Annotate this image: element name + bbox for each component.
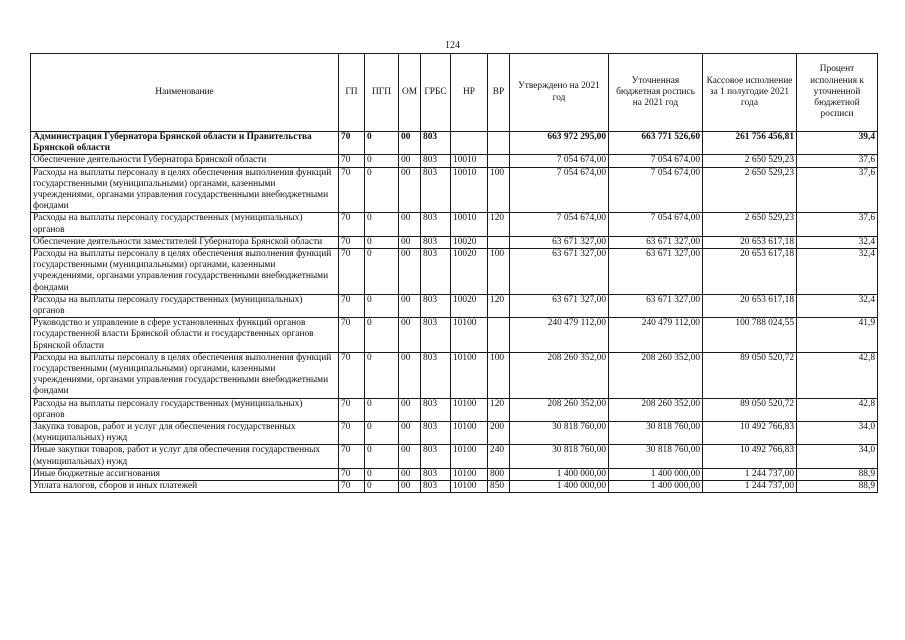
cell-vr: 200 — [488, 422, 510, 445]
cell-om: 00 — [399, 236, 421, 248]
header-om: ОМ — [399, 54, 421, 132]
cell-om: 00 — [399, 468, 421, 480]
cell-gp: 70 — [339, 318, 365, 353]
cell-refined: 663 771 526,60 — [609, 132, 703, 155]
cell-np: 10100 — [451, 468, 488, 480]
cell-grbs: 803 — [421, 249, 451, 295]
cell-name: Расходы на выплаты персоналу в целях обеспечения выполнения функций государственными (муниципальными) органами, казенными учреждениями, органами управления государственными внебюджетными фондами — [31, 167, 339, 213]
cell-name: Иные бюджетные ассигнования — [31, 468, 339, 480]
cell-grbs: 803 — [421, 132, 451, 155]
cell-approved: 63 671 327,00 — [510, 236, 609, 248]
cell-refined: 63 671 327,00 — [609, 249, 703, 295]
table-row — [31, 236, 878, 248]
cell-np: 10020 — [451, 249, 488, 295]
cell-np: 10020 — [451, 236, 488, 248]
header-cash: Кассовое исполнение за 1 полугодие 2021 года — [703, 54, 797, 132]
cell-name: Обеспечение деятельности Губернатора Брянской области — [31, 155, 339, 167]
cell-approved: 1 400 000,00 — [510, 481, 609, 493]
cell-vr: 100 — [488, 167, 510, 213]
cell-name: Расходы на выплаты персоналу государственных (муниципальных) органов — [31, 294, 339, 317]
cell-percent: 34,0 — [797, 445, 878, 468]
cell-gp: 70 — [339, 422, 365, 445]
cell-cash: 261 756 456,81 — [703, 132, 797, 155]
cell-om: 00 — [399, 481, 421, 493]
cell-om: 00 — [399, 249, 421, 295]
cell-vr — [488, 236, 510, 248]
cell-name: Администрация Губернатора Брянской области и Правительства Брянской области — [31, 132, 339, 155]
cell-percent: 88,9 — [797, 468, 878, 480]
cell-cash: 20 653 617,18 — [703, 294, 797, 317]
cell-np: 10100 — [451, 398, 488, 421]
cell-percent: 39,4 — [797, 132, 878, 155]
cell-approved: 7 054 674,00 — [510, 155, 609, 167]
cell-approved: 208 260 352,00 — [510, 398, 609, 421]
cell-pgp: 0 — [365, 155, 399, 167]
cell-om: 00 — [399, 422, 421, 445]
cell-pgp: 0 — [365, 167, 399, 213]
table-body — [31, 132, 878, 493]
cell-np: 10010 — [451, 167, 488, 213]
cell-pgp: 0 — [365, 236, 399, 248]
cell-pgp: 0 — [365, 468, 399, 480]
cell-percent: 34,0 — [797, 422, 878, 445]
cell-approved: 30 818 760,00 — [510, 422, 609, 445]
cell-gp: 70 — [339, 236, 365, 248]
cell-name: Обеспечение деятельности заместителей Губернатора Брянской области — [31, 236, 339, 248]
cell-vr: 120 — [488, 213, 510, 236]
cell-name: Расходы на выплаты персоналу в целях обеспечения выполнения функций государственными (муниципальными) органами, казенными учреждениями, органами управления государственными внебюджетными фондами — [31, 352, 339, 398]
cell-cash: 89 050 520,72 — [703, 398, 797, 421]
table-row — [31, 249, 878, 295]
cell-cash: 100 788 024,55 — [703, 318, 797, 353]
cell-np: 10020 — [451, 294, 488, 317]
cell-approved: 240 479 112,00 — [510, 318, 609, 353]
cell-cash: 1 244 737,00 — [703, 468, 797, 480]
cell-pgp: 0 — [365, 398, 399, 421]
cell-pgp: 0 — [365, 294, 399, 317]
cell-percent: 42,8 — [797, 352, 878, 398]
cell-cash: 10 492 766,83 — [703, 445, 797, 468]
cell-refined: 30 818 760,00 — [609, 422, 703, 445]
cell-om: 00 — [399, 213, 421, 236]
header-gp: ГП — [339, 54, 365, 132]
cell-approved: 1 400 000,00 — [510, 468, 609, 480]
table-row — [31, 398, 878, 421]
cell-om: 00 — [399, 294, 421, 317]
cell-gp: 70 — [339, 481, 365, 493]
cell-approved: 208 260 352,00 — [510, 352, 609, 398]
cell-vr — [488, 318, 510, 353]
cell-percent: 42,8 — [797, 398, 878, 421]
cell-pgp: 0 — [365, 481, 399, 493]
cell-np: 10100 — [451, 422, 488, 445]
table-row — [31, 132, 878, 155]
table-row — [31, 352, 878, 398]
cell-refined: 1 400 000,00 — [609, 481, 703, 493]
cell-cash: 10 492 766,83 — [703, 422, 797, 445]
cell-refined: 208 260 352,00 — [609, 398, 703, 421]
cell-gp: 70 — [339, 167, 365, 213]
cell-grbs: 803 — [421, 236, 451, 248]
cell-name: Уплата налогов, сборов и иных платежей — [31, 481, 339, 493]
table-header-row — [31, 54, 878, 132]
cell-name: Расходы на выплаты персоналу государственных (муниципальных) органов — [31, 213, 339, 236]
cell-pgp: 0 — [365, 318, 399, 353]
cell-grbs: 803 — [421, 318, 451, 353]
cell-vr: 120 — [488, 398, 510, 421]
table-row — [31, 167, 878, 213]
cell-vr: 240 — [488, 445, 510, 468]
cell-pgp: 0 — [365, 352, 399, 398]
table-row — [31, 445, 878, 468]
cell-vr: 100 — [488, 352, 510, 398]
cell-vr: 120 — [488, 294, 510, 317]
cell-np: 10100 — [451, 318, 488, 353]
header-pgp: ПГП — [365, 54, 399, 132]
header-grbs: ГРБС — [421, 54, 451, 132]
table-row — [31, 155, 878, 167]
cell-np: 10100 — [451, 481, 488, 493]
cell-percent: 37,6 — [797, 213, 878, 236]
cell-np: 10100 — [451, 352, 488, 398]
header-refined: Уточненная бюджетная роспись на 2021 год — [609, 54, 703, 132]
cell-grbs: 803 — [421, 445, 451, 468]
cell-pgp: 0 — [365, 249, 399, 295]
cell-refined: 30 818 760,00 — [609, 445, 703, 468]
cell-pgp: 0 — [365, 213, 399, 236]
cell-refined: 7 054 674,00 — [609, 213, 703, 236]
cell-om: 00 — [399, 318, 421, 353]
cell-vr — [488, 155, 510, 167]
cell-percent: 37,6 — [797, 155, 878, 167]
cell-grbs: 803 — [421, 468, 451, 480]
cell-percent: 37,6 — [797, 167, 878, 213]
cell-refined: 208 260 352,00 — [609, 352, 703, 398]
cell-om: 00 — [399, 132, 421, 155]
header-approved: Утверждено на 2021 год — [510, 54, 609, 132]
cell-grbs: 803 — [421, 167, 451, 213]
table-row — [31, 422, 878, 445]
cell-cash: 89 050 520,72 — [703, 352, 797, 398]
cell-gp: 70 — [339, 132, 365, 155]
cell-vr: 100 — [488, 249, 510, 295]
cell-refined: 1 400 000,00 — [609, 468, 703, 480]
cell-gp: 70 — [339, 398, 365, 421]
table-row — [31, 213, 878, 236]
header-name: Наименование — [31, 54, 339, 132]
cell-approved: 7 054 674,00 — [510, 213, 609, 236]
cell-gp: 70 — [339, 249, 365, 295]
cell-np: 10100 — [451, 445, 488, 468]
cell-om: 00 — [399, 445, 421, 468]
cell-grbs: 803 — [421, 294, 451, 317]
cell-cash: 1 244 737,00 — [703, 481, 797, 493]
cell-approved: 663 972 295,00 — [510, 132, 609, 155]
cell-gp: 70 — [339, 445, 365, 468]
cell-cash: 2 650 529,23 — [703, 155, 797, 167]
cell-cash: 2 650 529,23 — [703, 167, 797, 213]
cell-approved: 63 671 327,00 — [510, 249, 609, 295]
cell-cash: 20 653 617,18 — [703, 249, 797, 295]
cell-grbs: 803 — [421, 155, 451, 167]
cell-percent: 41,9 — [797, 318, 878, 353]
cell-approved: 7 054 674,00 — [510, 167, 609, 213]
cell-vr — [488, 132, 510, 155]
budget-execution-table — [30, 53, 878, 493]
cell-np — [451, 132, 488, 155]
cell-np: 10010 — [451, 155, 488, 167]
header-np: НР — [451, 54, 488, 132]
table-row — [31, 294, 878, 317]
cell-refined: 240 479 112,00 — [609, 318, 703, 353]
cell-grbs: 803 — [421, 213, 451, 236]
cell-percent: 32,4 — [797, 249, 878, 295]
cell-pgp: 0 — [365, 445, 399, 468]
cell-grbs: 803 — [421, 398, 451, 421]
cell-name: Расходы на выплаты персоналу в целях обеспечения выполнения функций государственными (муниципальными) органами, казенными учреждениями, органами управления государственными внебюджетными фондами — [31, 249, 339, 295]
cell-om: 00 — [399, 155, 421, 167]
cell-name: Руководство и управление в сфере установленных функций органов государственной власти Брянской области и государственных органов Брянской области — [31, 318, 339, 353]
cell-gp: 70 — [339, 468, 365, 480]
cell-name: Закупка товаров, работ и услуг для обеспечения государственных (муниципальных) нужд — [31, 422, 339, 445]
table-row — [31, 481, 878, 493]
cell-grbs: 803 — [421, 352, 451, 398]
cell-gp: 70 — [339, 213, 365, 236]
cell-vr: 850 — [488, 481, 510, 493]
cell-percent: 32,4 — [797, 236, 878, 248]
cell-vr: 800 — [488, 468, 510, 480]
cell-pgp: 0 — [365, 422, 399, 445]
cell-gp: 70 — [339, 294, 365, 317]
cell-cash: 2 650 529,23 — [703, 213, 797, 236]
cell-name: Иные закупки товаров, работ и услуг для обеспечения государственных (муниципальных) нужд — [31, 445, 339, 468]
cell-approved: 63 671 327,00 — [510, 294, 609, 317]
header-vr: ВР — [488, 54, 510, 132]
cell-gp: 70 — [339, 352, 365, 398]
cell-percent: 88,9 — [797, 481, 878, 493]
cell-np: 10010 — [451, 213, 488, 236]
cell-cash: 20 653 617,18 — [703, 236, 797, 248]
table-row — [31, 318, 878, 353]
cell-om: 00 — [399, 167, 421, 213]
cell-approved: 30 818 760,00 — [510, 445, 609, 468]
cell-refined: 7 054 674,00 — [609, 167, 703, 213]
header-percent: Процент исполнения к уточненной бюджетной росписи — [797, 54, 878, 132]
cell-refined: 63 671 327,00 — [609, 236, 703, 248]
cell-gp: 70 — [339, 155, 365, 167]
cell-grbs: 803 — [421, 481, 451, 493]
page-number: 124 — [445, 40, 460, 51]
cell-refined: 7 054 674,00 — [609, 155, 703, 167]
cell-percent: 32,4 — [797, 294, 878, 317]
table-row — [31, 468, 878, 480]
cell-name: Расходы на выплаты персоналу государственных (муниципальных) органов — [31, 398, 339, 421]
cell-grbs: 803 — [421, 422, 451, 445]
cell-om: 00 — [399, 398, 421, 421]
cell-refined: 63 671 327,00 — [609, 294, 703, 317]
cell-om: 00 — [399, 352, 421, 398]
cell-pgp: 0 — [365, 132, 399, 155]
